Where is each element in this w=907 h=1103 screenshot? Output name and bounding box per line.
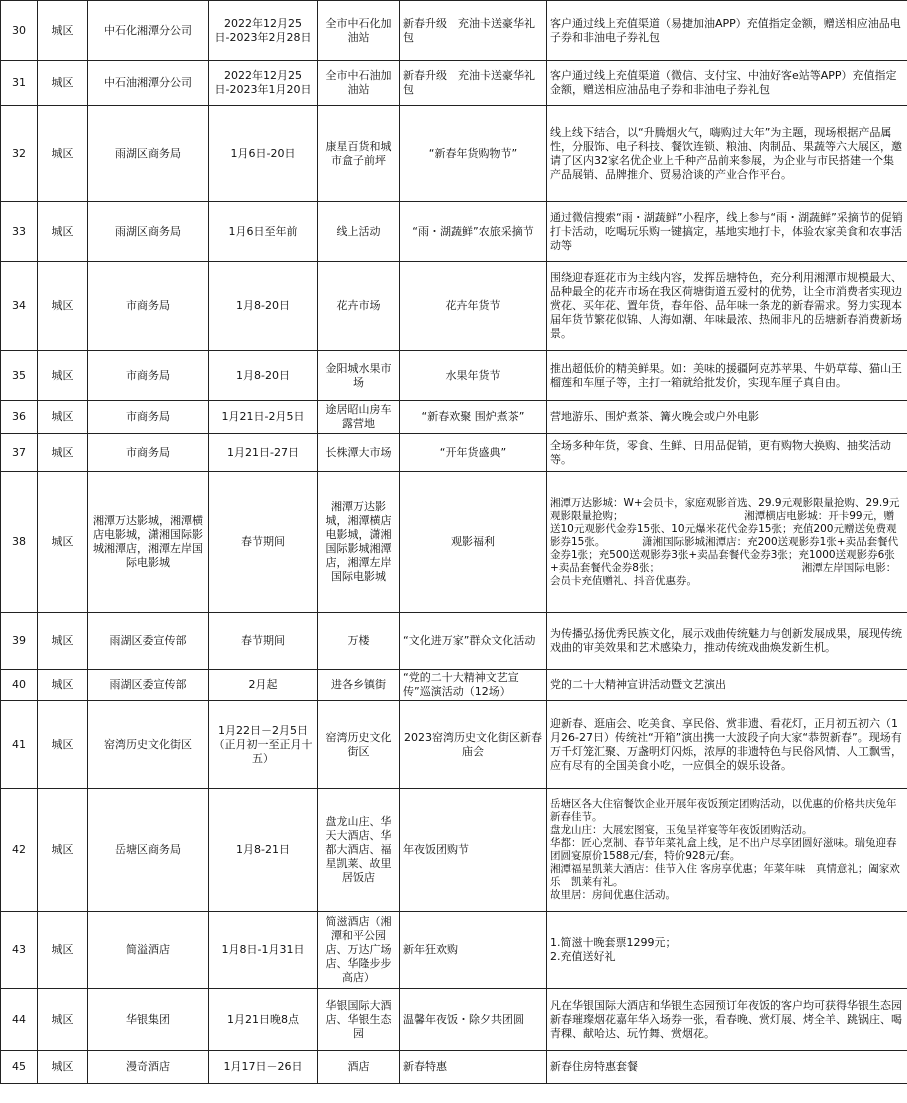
content-cell: 1.简滋十晚套票1299元； 2.充值送好礼 (547, 912, 907, 989)
content-cell: 线上线下结合，以“升腾烟火气，嗨购过大年”为主题，现场根据产品属性，分服饰、电子科技、餐饮连锁、粮油、肉制品、果蔬等六大展区，邀请了区内32家名优企业上千种产品前来参展，为企业与市民搭建一个集产品展销、品牌推介、贸易洽谈的产业合作平台。 (547, 106, 907, 202)
organizer-cell: 中石化湘潭分公司 (88, 1, 209, 61)
area-cell: 城区 (38, 472, 88, 613)
activity-name-cell: 新春特惠 (400, 1051, 547, 1084)
time-cell: 1月21日-27日 (209, 434, 318, 472)
activity-name-cell: 观影福利 (400, 472, 547, 613)
time-cell: 2月起 (209, 670, 318, 701)
place-cell: 简滋酒店（湘潭和平公园店、万达广场店、华隆步步高店） (318, 912, 400, 989)
time-cell: 1月6日至年前 (209, 202, 318, 262)
table-row (1, 434, 907, 472)
activity-name-cell: “开年货盛典” (400, 434, 547, 472)
place-cell: 金阳城水果市场 (318, 351, 400, 401)
content-cell: 凡在华银国际大酒店和华银生态园预订年夜饭的客户均可获得华银生态园新春璀璨烟花嘉年华入场券一张，看春晚、赏灯展、烤全羊、跳锅庄、喝青稞、献哈达、玩竹舞、赏烟花。 (547, 989, 907, 1051)
time-cell: 2022年12月25日-2023年2月28日 (209, 1, 318, 61)
table-row (1, 351, 907, 401)
content-cell: 推出超低价的精美鲜果。如：美味的援疆阿克苏苹果、牛奶草莓、猫山王榴莲和车厘子等，主打一箱就给批发价，实现车厘子真自由。 (547, 351, 907, 401)
place-cell: 万楼 (318, 613, 400, 670)
area-cell: 城区 (38, 1051, 88, 1084)
activity-name-cell: “党的二十大精神文艺宣传”巡演活动（12场） (400, 670, 547, 701)
content-cell: 客户通过线上充值渠道（微信、支付宝、中油好客e站等APP）充值指定金额，赠送相应油品电子券和非油电子券礼包 (547, 61, 907, 106)
organizer-cell: 雨湖区商务局 (88, 106, 209, 202)
content-cell: 岳塘区各大住宿餐饮企业开展年夜饭预定团购活动，以优惠的价格共庆兔年新春佳节。 盘龙山庄：大展宏图宴，玉兔呈祥宴等年夜饭团购活动。 华都：匠心烹制、春节年菜礼盒上线，足不出户尽享团圆好滋味。瑞兔迎春团圆宴原价1588元/套，特价928元/套。 湘潭福星凯莱大酒店：佳节入住 客房享优惠；年菜年味 真情意礼；阖家欢乐 凯莱有礼。 故里居：房间优惠住活动。 (547, 789, 907, 912)
area-cell: 城区 (38, 262, 88, 351)
time-cell: 1月8-20日 (209, 351, 318, 401)
content-cell: 为传播弘扬优秀民族文化，展示戏曲传统魅力与创新发展成果，展现传统戏曲的审美效果和艺术感染力，推动传统戏曲焕发新生机。 (547, 613, 907, 670)
activity-name-cell: 水果年货节 (400, 351, 547, 401)
row-number-cell: 45 (1, 1051, 38, 1084)
time-cell: 2022年12月25日-2023年1月20日 (209, 61, 318, 106)
activity-name-cell: 新年狂欢购 (400, 912, 547, 989)
activity-name-cell: 温馨年夜饭・除夕共团圆 (400, 989, 547, 1051)
table-row (1, 670, 907, 701)
table-body (1, 1, 907, 1084)
area-cell: 城区 (38, 701, 88, 789)
organizer-cell: 雨湖区委宣传部 (88, 670, 209, 701)
organizer-cell: 中石油湘潭分公司 (88, 61, 209, 106)
area-cell: 城区 (38, 613, 88, 670)
organizer-cell: 窑湾历史文化街区 (88, 701, 209, 789)
table-row (1, 61, 907, 106)
row-number-cell: 38 (1, 472, 38, 613)
organizer-cell: 简溢酒店 (88, 912, 209, 989)
time-cell: 1月6日-20日 (209, 106, 318, 202)
activity-name-cell: 新春升级 充油卡送豪华礼包 (400, 61, 547, 106)
content-cell: 营地游乐、围炉煮茶、篝火晚会或户外电影 (547, 401, 907, 434)
row-number-cell: 40 (1, 670, 38, 701)
table-row (1, 262, 907, 351)
organizer-cell: 漫奇酒店 (88, 1051, 209, 1084)
row-number-cell: 32 (1, 106, 38, 202)
table-row (1, 789, 907, 912)
row-number-cell: 39 (1, 613, 38, 670)
place-cell: 全市中石化加油站 (318, 1, 400, 61)
organizer-cell: 市商务局 (88, 351, 209, 401)
time-cell: 1月8-20日 (209, 262, 318, 351)
table-row (1, 912, 907, 989)
row-number-cell: 31 (1, 61, 38, 106)
content-cell: 通过微信搜索“雨・湖蔬鲜”小程序，线上参与“雨・湖蔬鲜”采摘节的促销打卡活动，吃喝玩乐购一键搞定，基地实地打卡，体验农家美食和农事活动等 (547, 202, 907, 262)
place-cell: 线上活动 (318, 202, 400, 262)
row-number-cell: 34 (1, 262, 38, 351)
row-number-cell: 44 (1, 989, 38, 1051)
time-cell: 春节期间 (209, 613, 318, 670)
area-cell: 城区 (38, 351, 88, 401)
row-number-cell: 41 (1, 701, 38, 789)
organizer-cell: 华银集团 (88, 989, 209, 1051)
place-cell: 途居昭山房车露营地 (318, 401, 400, 434)
place-cell: 长株潭大市场 (318, 434, 400, 472)
activity-name-cell: “文化进万家”群众文化活动 (400, 613, 547, 670)
organizer-cell: 岳塘区商务局 (88, 789, 209, 912)
content-cell: 迎新春、逛庙会、吃美食、享民俗、赏非遗、看花灯，正月初五初六（1月26-27日）传统社“开箱”演出携一大波段子向大家“恭贺新春”。现场有万千灯笼汇聚、万盏明灯闪烁，浓厚的非遗特色与民俗风情、人工飘雪，应有尽有的全国美食小吃，一应俱全的娱乐设备。 (547, 701, 907, 789)
time-cell: 1月21日-2月5日 (209, 401, 318, 434)
area-cell: 城区 (38, 670, 88, 701)
activity-name-cell: 新春升级 充油卡送豪华礼包 (400, 1, 547, 61)
area-cell: 城区 (38, 202, 88, 262)
place-cell: 康星百货和城市盒子前坪 (318, 106, 400, 202)
place-cell: 华银国际大酒店、华银生态园 (318, 989, 400, 1051)
activity-name-cell: 2023窑湾历史文化街区新春庙会 (400, 701, 547, 789)
row-number-cell: 43 (1, 912, 38, 989)
time-cell: 1月21日晚8点 (209, 989, 318, 1051)
table-row (1, 202, 907, 262)
content-cell: 客户通过线上充值渠道（易捷加油APP）充值指定金额，赠送相应油品电子券和非油电子券礼包 (547, 1, 907, 61)
place-cell: 湘潭万达影城，湘潭横店电影城，潇湘国际影城湘潭店，湘潭左岸国际电影城 (318, 472, 400, 613)
place-cell: 酒店 (318, 1051, 400, 1084)
content-cell: 全场多种年货，零食、生鲜、日用品促销，更有购物大换购、抽奖活动等。 (547, 434, 907, 472)
area-cell: 城区 (38, 1, 88, 61)
time-cell: 春节期间 (209, 472, 318, 613)
table-row (1, 401, 907, 434)
table-row (1, 613, 907, 670)
organizer-cell: 市商务局 (88, 434, 209, 472)
activity-name-cell: “新春欢聚 围炉煮茶” (400, 401, 547, 434)
table-row (1, 1, 907, 61)
row-number-cell: 33 (1, 202, 38, 262)
time-cell: 1月8-21日 (209, 789, 318, 912)
activity-name-cell: “新春年货购物节” (400, 106, 547, 202)
row-number-cell: 42 (1, 789, 38, 912)
row-number-cell: 30 (1, 1, 38, 61)
table-row (1, 989, 907, 1051)
area-cell: 城区 (38, 61, 88, 106)
place-cell: 盘龙山庄、华天大酒店、华都大酒店、福星凯莱、故里居饭店 (318, 789, 400, 912)
area-cell: 城区 (38, 434, 88, 472)
area-cell: 城区 (38, 106, 88, 202)
table-row (1, 1051, 907, 1084)
time-cell: 1月17日－26日 (209, 1051, 318, 1084)
row-number-cell: 37 (1, 434, 38, 472)
table-row (1, 106, 907, 202)
table-row (1, 701, 907, 789)
content-cell: 新春住房特惠套餐 (547, 1051, 907, 1084)
place-cell: 花卉市场 (318, 262, 400, 351)
area-cell: 城区 (38, 912, 88, 989)
content-cell: 湘潭万达影城：W+会员卡，家庭观影首选、29.9元观影限量抢购、29.9元观影限量抢购； 湘潭横店电影城：开卡99元，赠送10元观影代金券15张、10元爆米花代金券15张；充值200元赠送免费观影券15张。 潇湘国际影城湘潭店：充200送观影券1张+卖品套餐代金券1张；充500送观影券3张+卖品套餐代金券3张；充1000送观影券6张+卖品套餐代金券8张； 湘潭左岸国际电影：会员卡充值赠礼、抖音优惠券。 (547, 472, 907, 613)
time-cell: 1月22日－2月5日（正月初一至正月十五） (209, 701, 318, 789)
area-cell: 城区 (38, 789, 88, 912)
organizer-cell: 市商务局 (88, 262, 209, 351)
row-number-cell: 36 (1, 401, 38, 434)
activity-name-cell: 年夜饭团购节 (400, 789, 547, 912)
row-number-cell: 35 (1, 351, 38, 401)
organizer-cell: 市商务局 (88, 401, 209, 434)
organizer-cell: 湘潭万达影城，湘潭横店电影城，潇湘国际影城湘潭店，湘潭左岸国际电影城 (88, 472, 209, 613)
organizer-cell: 雨湖区委宣传部 (88, 613, 209, 670)
place-cell: 全市中石油加油站 (318, 61, 400, 106)
organizer-cell: 雨湖区商务局 (88, 202, 209, 262)
place-cell: 窑湾历史文化街区 (318, 701, 400, 789)
content-cell: 党的二十大精神宣讲活动暨文艺演出 (547, 670, 907, 701)
table-row (1, 472, 907, 613)
activity-name-cell: 花卉年货节 (400, 262, 547, 351)
place-cell: 进各乡镇街 (318, 670, 400, 701)
content-cell: 围绕迎春逛花市为主线内容，发挥岳塘特色，充分利用湘潭市规模最大、品种最全的花卉市场在我区荷塘街道五爱村的优势，让全市消费者实现边赏花、买年花、置年货，春年俗、品年味一条龙的新春需求。努力实现本届年货节繁花似锦、人海如潮、年味最浓、热闹非凡的岳塘新春消费新场景。 (547, 262, 907, 351)
activity-name-cell: “雨・湖蔬鲜”农旅采摘节 (400, 202, 547, 262)
area-cell: 城区 (38, 401, 88, 434)
time-cell: 1月8日-1月31日 (209, 912, 318, 989)
area-cell: 城区 (38, 989, 88, 1051)
